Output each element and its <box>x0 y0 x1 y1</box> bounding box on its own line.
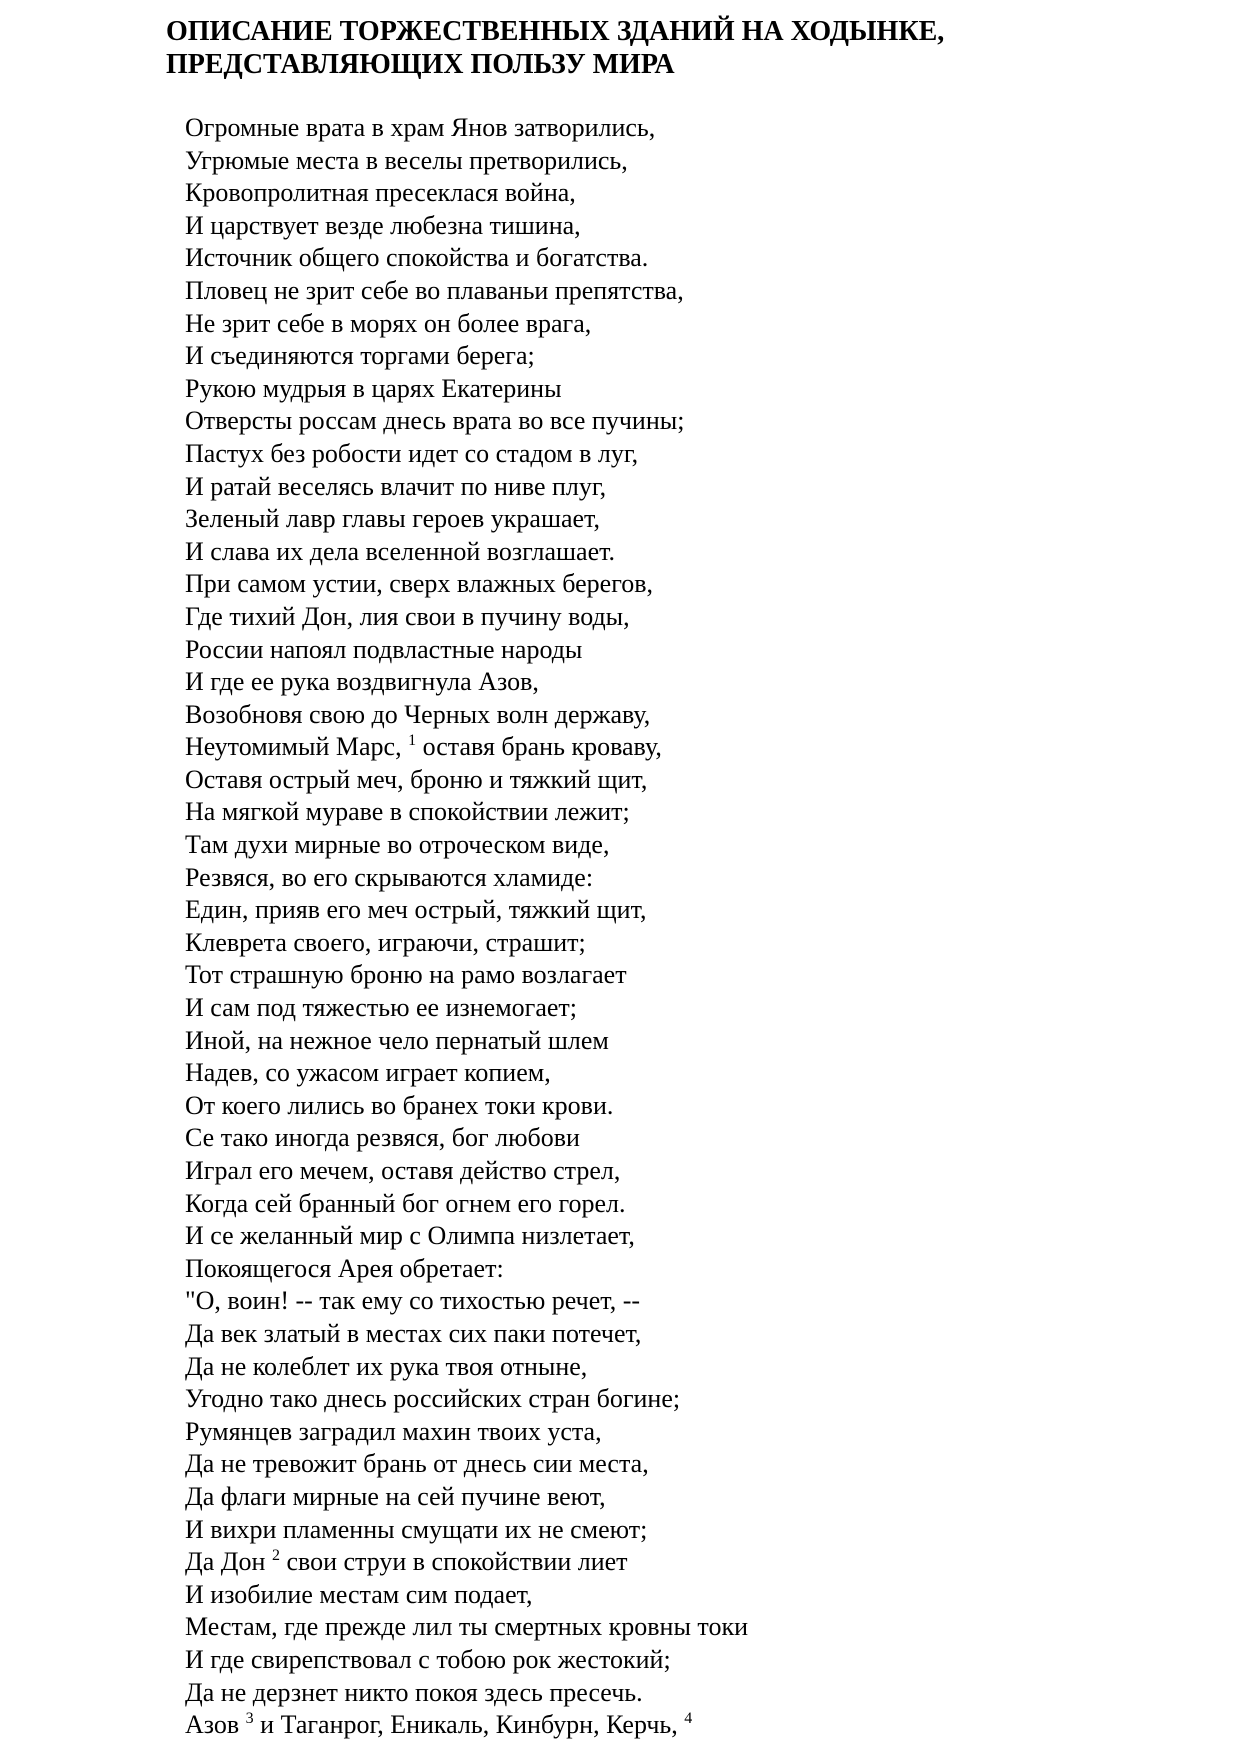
poem-line: Отверсты россам днесь врата во все пучины; <box>185 406 685 436</box>
poem-line: На мягкой мураве в спокойствии лежит; <box>185 797 630 827</box>
poem-line-text: Да Дон <box>185 1547 272 1577</box>
poem-line: И се желанный мир с Олимпа низлетает, <box>185 1221 635 1251</box>
poem-line: Зеленый лавр главы героев украшает, <box>185 504 600 534</box>
poem-line: Румянцев заградил махин твоих уста, <box>185 1416 602 1446</box>
poem-line: Кровопролитная пресеклася война, <box>185 178 576 208</box>
poem-line: Источник общего спокойства и богатства. <box>185 243 649 273</box>
poem-line: Клеврета своего, играючи, страшит; <box>185 927 586 957</box>
poem-line: России напоял подвластные народы <box>185 634 583 664</box>
poem-line: Тот страшную броню на рамо возлагает <box>185 960 627 990</box>
poem-line: И где ее рука воздвигнула Азов, <box>185 667 539 697</box>
poem-line: Местам, где прежде лил ты смертных кровны токи <box>185 1612 748 1642</box>
poem-line: Да не колеблет их рука твоя отныне, <box>185 1351 588 1381</box>
poem-line <box>185 731 748 764</box>
poem-line: Иной, на нежное чело пернатый шлем <box>185 1025 609 1055</box>
poem-line-text: и Таганрог, Еникаль, Кинбурн, Керчь, <box>253 1710 685 1740</box>
poem-line: Пловец не зрит себе во плаваньи препятства, <box>185 275 684 305</box>
poem-body <box>185 112 748 1742</box>
poem-line: Един, прияв его меч острый, тяжкий щит, <box>185 895 647 925</box>
poem-line: Где тихий Дон, лия свои в пучину воды, <box>185 601 630 631</box>
poem-line: Да флаги мирные на сей пучине веют, <box>185 1481 606 1511</box>
poem-line: И слава их дела вселенной возглашает. <box>185 536 616 566</box>
poem-line: Да не тревожит брань от днесь сии места, <box>185 1449 649 1479</box>
poem-line: Когда сей бранный бог огнем его горел. <box>185 1188 626 1218</box>
poem-line: И ратай веселясь влачит по ниве плуг, <box>185 471 607 501</box>
poem-line: Оставя острый меч, броню и тяжкий щит, <box>185 764 648 794</box>
poem-line: Да не дерзнет никто покоя здесь пресечь. <box>185 1677 643 1707</box>
poem-line: И вихри пламенны смущати их не смеют; <box>185 1514 648 1544</box>
footnote-marker: 4 <box>684 1710 693 1728</box>
page-title <box>166 15 944 81</box>
poem-line: Рукою мудрыя в царях Екатерины <box>185 373 562 403</box>
poem-line-text: оставя брань кроваву, <box>416 732 662 762</box>
poem-line: Се тако иногда резвяся, бог любови <box>185 1123 580 1153</box>
footnote-marker: 1 <box>408 732 417 750</box>
poem-line: Угодно тако днесь российских стран богине; <box>185 1384 681 1414</box>
title-line-2: ПРЕДСТАВЛЯЮЩИХ ПОЛЬЗУ МИРА <box>166 49 675 80</box>
poem-line: Там духи мирные во отроческом виде, <box>185 830 610 860</box>
poem-line: При самом устии, сверх влажных берегов, <box>185 569 653 599</box>
footnote-marker: 3 <box>245 1710 254 1728</box>
poem-line: Возобновя свою до Черных волн державу, <box>185 699 651 729</box>
poem-line: Огромные врата в храм Янов затворились, <box>185 113 656 142</box>
poem-line: Покоящегося Арея обретает: <box>185 1253 504 1283</box>
poem-line: И где свирепствовал с тобою рок жестокий; <box>185 1644 671 1674</box>
poem-line: И съединяются торгами берега; <box>185 341 535 371</box>
poem-line: Не зрит себе в морях он более врага, <box>185 308 592 338</box>
poem-line-text: Азов <box>185 1710 246 1740</box>
poem-line: Резвяся, во его скрываются хламиде: <box>185 862 594 892</box>
poem-line: И сам под тяжестью ее изнемогает; <box>185 993 577 1023</box>
poem-line-text: свои струи в спокойствии лиет <box>279 1547 628 1577</box>
poem-line <box>185 1709 748 1742</box>
poem-line: Надев, со ужасом играет копием, <box>185 1058 551 1088</box>
poem-line: От коего лились во бранех токи крови. <box>185 1090 614 1120</box>
poem-line: Угрюмые места в веселы претворились, <box>185 145 628 175</box>
poem-line: Пастух без робости идет со стадом в луг, <box>185 438 639 468</box>
poem-line: И изобилие местам сим подает, <box>185 1579 533 1609</box>
title-line-1: ОПИСАНИЕ ТОРЖЕСТВЕННЫХ ЗДАНИЙ НА ХОДЫНКЕ, <box>166 16 945 47</box>
poem-line: Играл его мечем, оставя действо стрел, <box>185 1156 621 1185</box>
poem-line: "О, воин! -- так ему со тихостью речет, -- <box>185 1286 641 1316</box>
poem-line: И царствует везде любезна тишина, <box>185 210 581 240</box>
poem-line: Да век златый в местах сих паки потечет, <box>185 1318 642 1348</box>
poem-line-text: Неутомимый Марс, <box>185 732 409 762</box>
footnote-marker: 2 <box>271 1547 280 1565</box>
poem-line <box>185 1546 748 1579</box>
